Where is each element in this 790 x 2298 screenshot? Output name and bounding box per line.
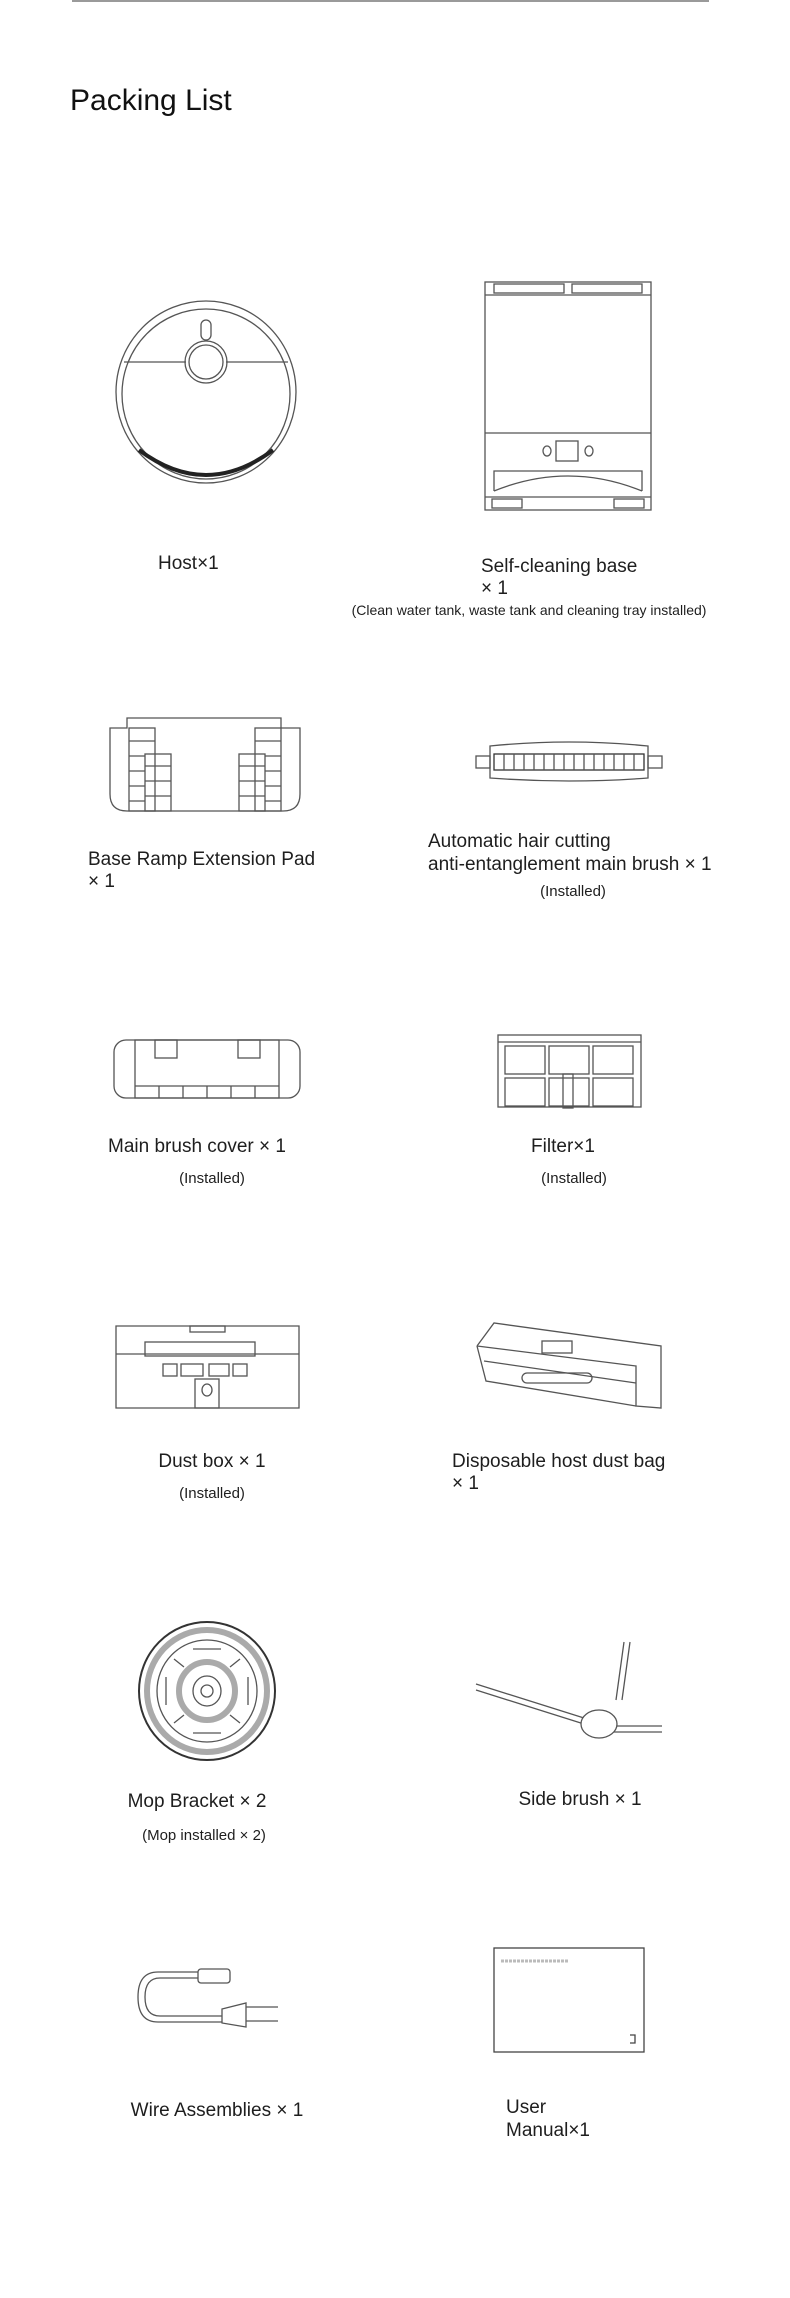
main-brush-cover-icon xyxy=(113,1038,301,1100)
dust-bag-icon xyxy=(476,1321,662,1409)
self-cleaning-base-icon xyxy=(484,281,652,511)
item-label-dust-bag-qty: × 1 xyxy=(452,1473,479,1494)
item-label-ramp-qty: × 1 xyxy=(88,871,115,892)
power-cable-icon xyxy=(136,1967,280,2029)
item-label-side-brush: Side brush × 1 xyxy=(518,1789,642,1810)
item-label-host: Host×1 xyxy=(158,553,219,574)
item-note-main-brush: (Installed) xyxy=(540,883,606,900)
item-label-dust-bag: Disposable host dust bag xyxy=(452,1451,666,1472)
item-label-base-qty: × 1 xyxy=(481,578,508,599)
mop-bracket-icon xyxy=(138,1621,276,1761)
main-brush-icon xyxy=(474,742,664,782)
item-label-mop-bracket: Mop Bracket × 2 xyxy=(127,1791,267,1812)
filter-icon xyxy=(497,1034,642,1109)
side-brush-icon xyxy=(474,1640,664,1742)
page-title: Packing List xyxy=(70,84,232,117)
item-note-mop-bracket: (Mop installed × 2) xyxy=(142,1827,266,1844)
dust-box-icon xyxy=(115,1324,300,1410)
item-label-manual: User xyxy=(506,2097,547,2118)
user-manual-icon xyxy=(493,1947,645,2053)
item-label-main-brush-2: anti-entanglement main brush × 1 xyxy=(428,854,712,875)
item-label-dust-box: Dust box × 1 xyxy=(158,1451,266,1472)
item-label-wire: Wire Assemblies × 1 xyxy=(130,2100,304,2121)
item-label-base: Self-cleaning base xyxy=(481,556,638,577)
item-note-dust-box: (Installed) xyxy=(179,1485,245,1502)
item-note-brush-cover: (Installed) xyxy=(179,1170,245,1187)
item-label-brush-cover: Main brush cover × 1 xyxy=(108,1136,286,1157)
item-label-filter: Filter×1 xyxy=(531,1136,595,1157)
top-divider xyxy=(72,0,709,2)
item-label-ramp: Base Ramp Extension Pad xyxy=(88,849,316,870)
robot-host-icon xyxy=(114,300,298,484)
item-note-filter: (Installed) xyxy=(541,1170,607,1187)
item-label-main-brush: Automatic hair cutting xyxy=(428,831,611,852)
item-note-base: (Clean water tank, waste tank and cleaning tray installed) xyxy=(351,602,707,618)
ramp-extension-pad-icon xyxy=(109,716,301,812)
item-label-manual-2: Manual×1 xyxy=(506,2120,590,2141)
